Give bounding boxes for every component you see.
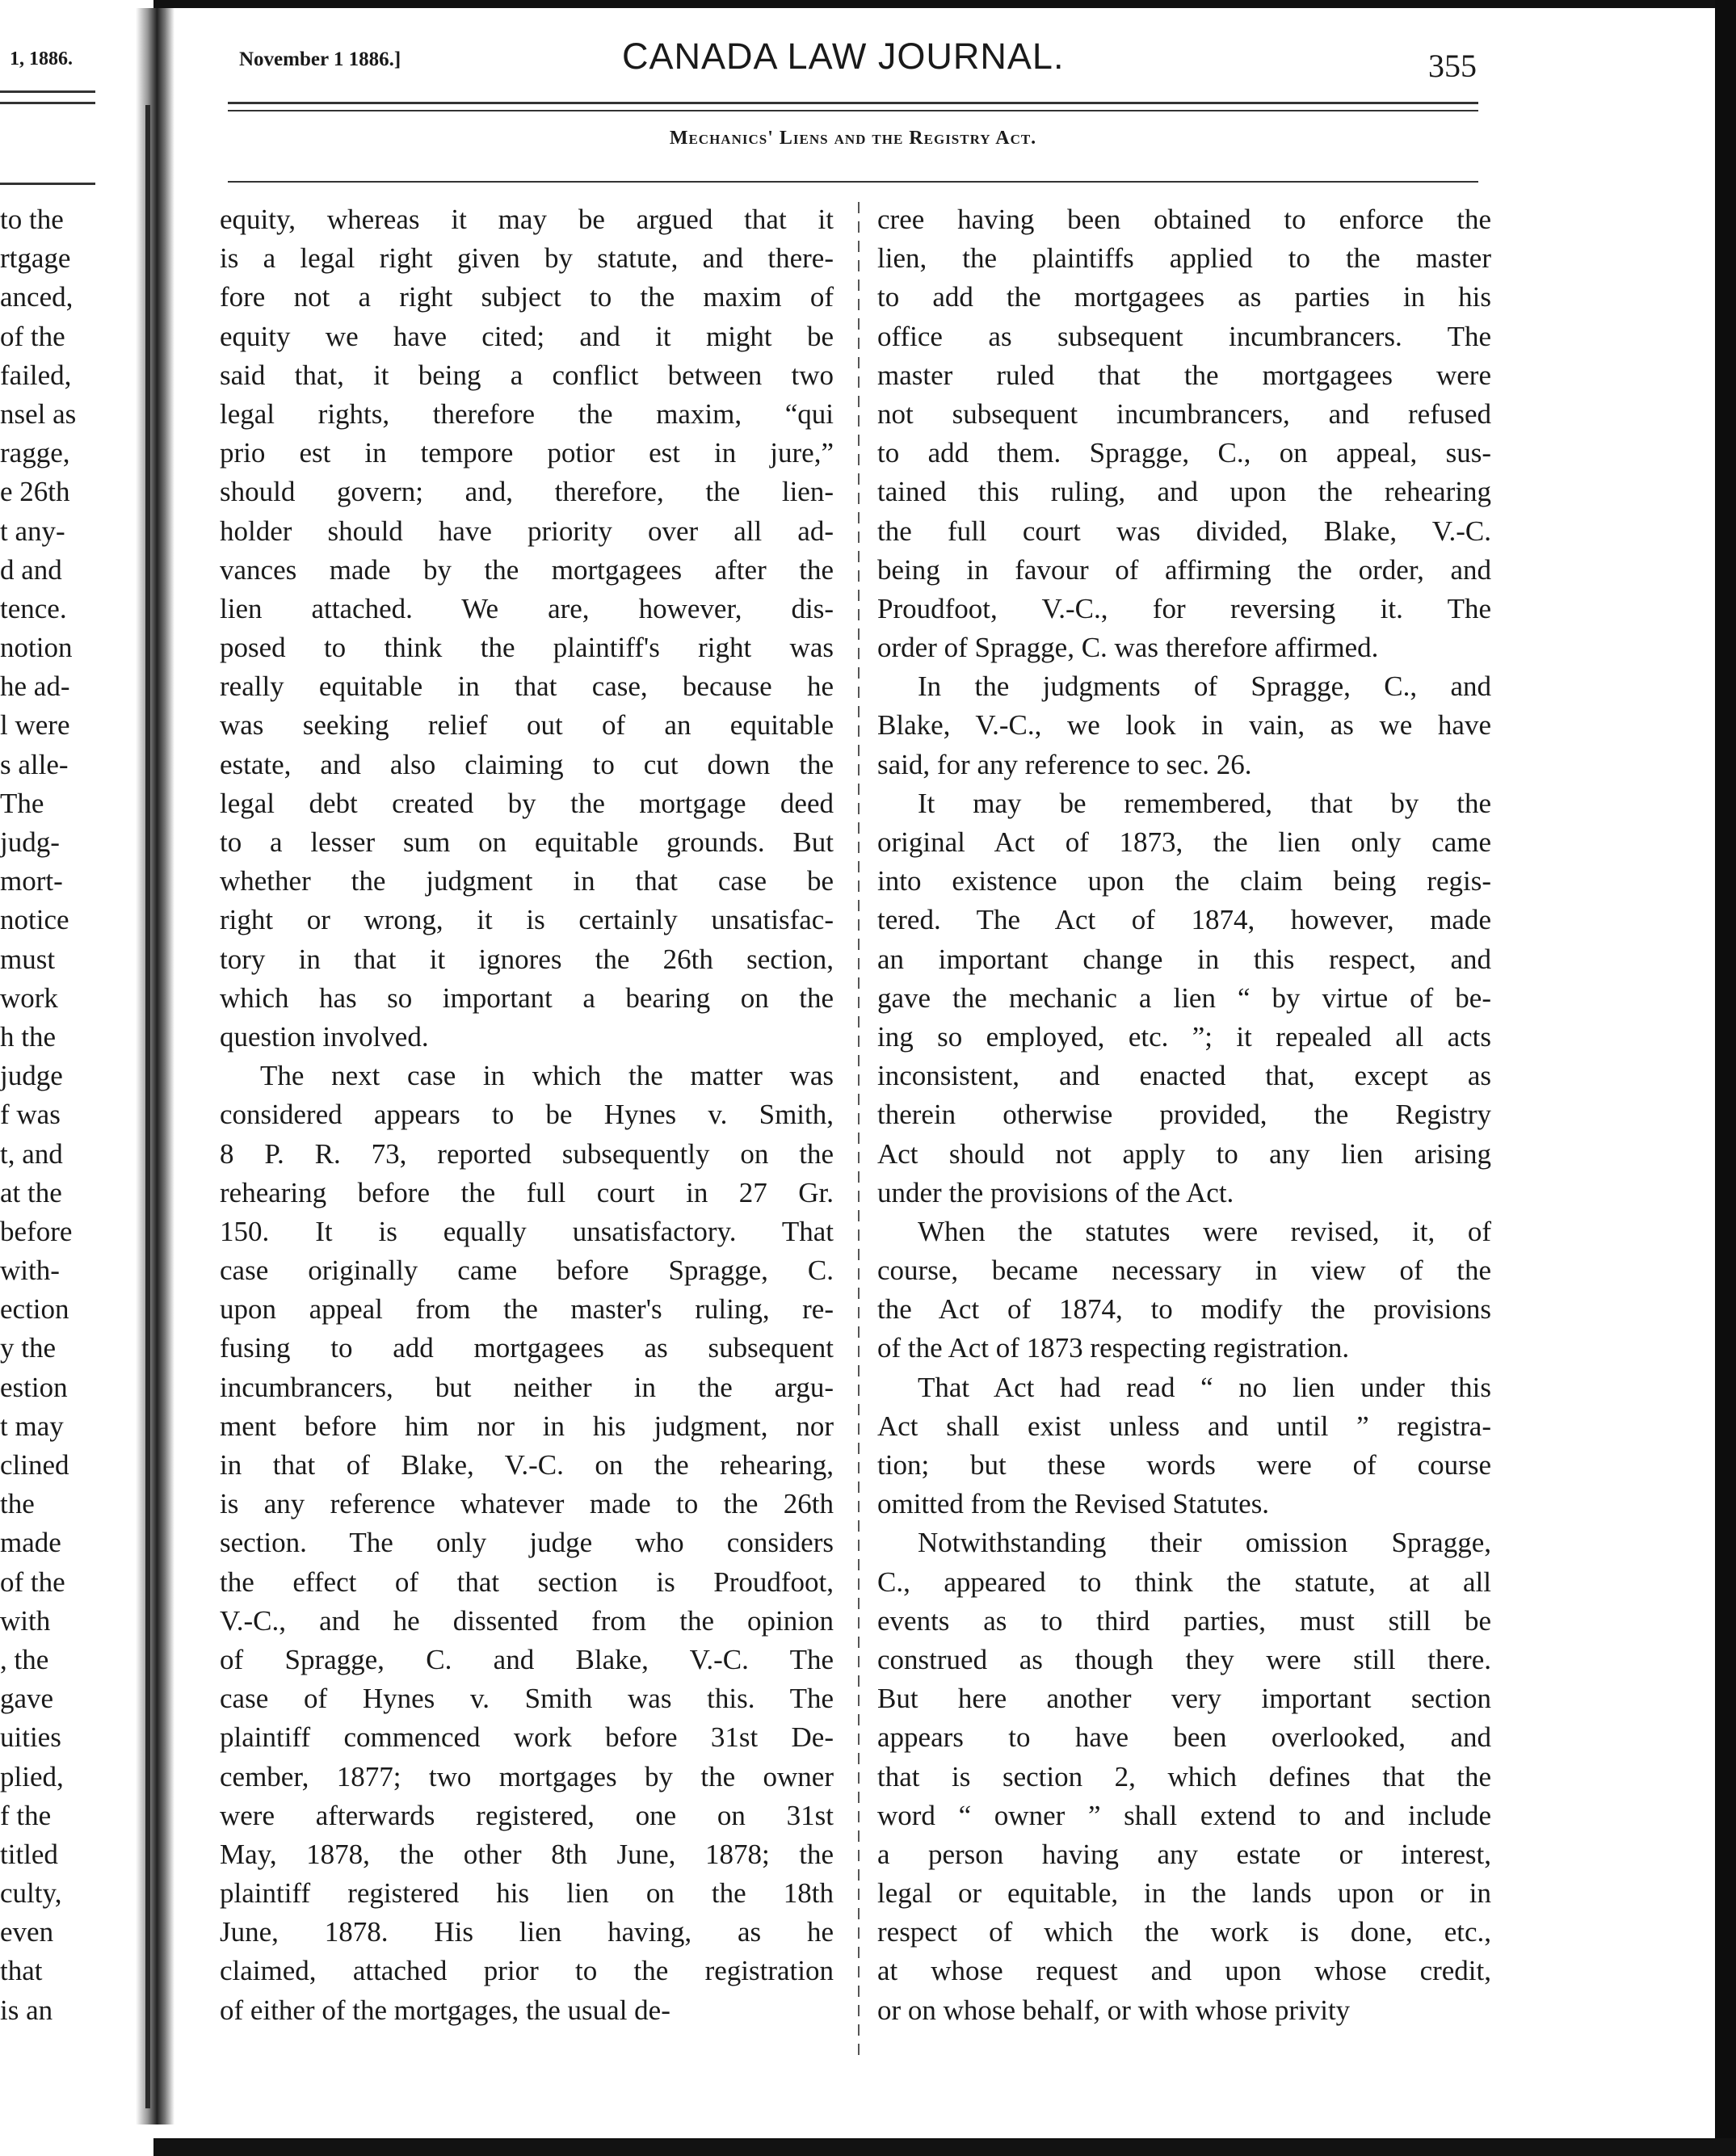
- text-line: Act should not apply to any lien arising: [877, 1137, 1491, 1170]
- fragment-line: t, and: [0, 1137, 63, 1170]
- text-line: cember, 1877; two mortgages by the owner: [220, 1760, 834, 1792]
- text-line: cree having been obtained to enforce the: [877, 204, 1491, 235]
- fragment-line: uities: [0, 1721, 61, 1754]
- text-line: lien attached. We are, however, dis-: [220, 592, 834, 624]
- text-line: Proudfoot, V.-C., for reversing it. The: [877, 592, 1491, 624]
- previous-page-rule: [0, 90, 95, 93]
- text-line: order of Spragge, C. was therefore affirmed.: [877, 632, 1379, 664]
- text-line: said, for any reference to sec. 26.: [877, 748, 1252, 780]
- fragment-line: failed,: [0, 359, 72, 391]
- text-line: Act shall exist unless and until ” registra-: [877, 1410, 1491, 1442]
- fragment-line: judge: [0, 1060, 63, 1092]
- text-line: or on whose behalf, or with whose privity: [877, 1994, 1351, 2026]
- text-line: word “ owner ” shall extend to and include: [877, 1799, 1491, 1831]
- previous-page-folio: 1, 1886.: [10, 48, 73, 69]
- fragment-line: y the: [0, 1332, 57, 1364]
- text-line: the full court was divided, Blake, V.-C.: [877, 515, 1491, 547]
- text-line: Notwithstanding their omission Spragge,: [918, 1527, 1491, 1559]
- fragment-line: before: [0, 1215, 73, 1247]
- text-line: legal or equitable, in the lands upon or in: [877, 1877, 1491, 1910]
- left-text-column: [220, 200, 834, 2030]
- text-line: the effect of that section is Proudfoot,: [220, 1566, 834, 1598]
- text-line: to add them. Spragge, C., on appeal, sus-: [877, 437, 1491, 469]
- fragment-line: gave: [0, 1683, 54, 1715]
- text-line: 150. It is equally unsatisfactory. That: [220, 1215, 834, 1247]
- fragment-line: anced,: [0, 281, 74, 313]
- right-text-column: [877, 200, 1491, 2030]
- fragment-line: made: [0, 1527, 61, 1559]
- scan-border-top: [153, 0, 1736, 8]
- fragment-line: The: [0, 787, 44, 819]
- fragment-line: notice: [0, 904, 69, 936]
- text-line: legal rights, therefore the maxim, “qui: [220, 397, 834, 430]
- text-line: When the statutes were revised, it, of: [918, 1215, 1491, 1247]
- text-line: May, 1878, the other 8th June, 1878; the: [220, 1838, 834, 1870]
- running-head-date: November 1 1886.]: [239, 48, 401, 70]
- header-rule: [228, 102, 1478, 104]
- fragment-line: work: [0, 981, 58, 1014]
- fragment-line: judg-: [0, 826, 60, 858]
- fragment-line: that: [0, 1955, 43, 1987]
- fragment-line: at the: [0, 1176, 62, 1208]
- text-line: should govern; and, therefore, the lien-: [220, 476, 834, 508]
- text-line: which has so important a bearing on the: [220, 981, 834, 1014]
- fragment-line: culty,: [0, 1877, 62, 1910]
- fragment-line: estion: [0, 1371, 68, 1403]
- fragment-line: s alle-: [0, 748, 69, 780]
- fragment-line: f was: [0, 1099, 61, 1131]
- fragment-line: he ad-: [0, 670, 70, 703]
- fragment-line: the: [0, 1488, 35, 1520]
- text-line: claimed, attached prior to the registration: [220, 1955, 834, 1987]
- text-line: prio est in tempore potior est in jure,”: [220, 437, 834, 469]
- text-line: of either of the mortgages, the usual de-: [220, 1994, 670, 2026]
- text-line: ment before him nor in his judgment, nor: [220, 1410, 834, 1442]
- fragment-line: even: [0, 1916, 54, 1948]
- text-line: of Spragge, C. and Blake, V.-C. The: [220, 1643, 834, 1675]
- text-line: V.-C., and he dissented from the opinion: [220, 1604, 834, 1637]
- text-line: tion; but these words were of course: [877, 1449, 1491, 1481]
- text-line: were afterwards registered, one on 31st: [220, 1799, 834, 1831]
- scan-border-right: [1715, 0, 1736, 2156]
- fragment-line: t may: [0, 1410, 64, 1442]
- text-line: That Act had read “ no lien under this: [918, 1371, 1491, 1403]
- text-line: that is section 2, which defines that the: [877, 1760, 1491, 1792]
- fragment-line: ection: [0, 1293, 69, 1326]
- fragment-line: clined: [0, 1449, 69, 1481]
- text-line: plaintiff registered his lien on the 18th: [220, 1877, 834, 1910]
- text-line: master ruled that the mortgagees were: [877, 359, 1491, 391]
- fragment-line: with-: [0, 1255, 60, 1287]
- text-line: tered. The Act of 1874, however, made: [877, 904, 1491, 936]
- text-line: fore not a right subject to the maxim of: [220, 281, 834, 313]
- text-line: tained this ruling, and upon the rehearing: [877, 476, 1491, 508]
- text-line: therein otherwise provided, the Registry: [877, 1099, 1491, 1131]
- text-line: is any reference whatever made to the 26th: [220, 1488, 834, 1520]
- text-line: office as subsequent incumbrancers. The: [877, 320, 1491, 352]
- fragment-line: to the: [0, 204, 64, 235]
- text-line: But here another very important section: [877, 1683, 1491, 1715]
- text-line: It may be remembered, that by the: [918, 787, 1491, 819]
- text-line: appears to have been overlooked, and: [877, 1721, 1491, 1754]
- page-number: 355: [1428, 48, 1477, 84]
- text-line: tory in that it ignores the 26th section,: [220, 943, 834, 975]
- text-line: into existence upon the claim being regis-: [877, 865, 1491, 897]
- text-line: gave the mechanic a lien “ by virtue of be-: [877, 981, 1491, 1014]
- text-line: said that, it being a conflict between two: [220, 359, 834, 391]
- title-rule: [228, 181, 1478, 183]
- binding-gutter-line: [145, 105, 150, 2108]
- text-line: vances made by the mortgagees after the: [220, 553, 834, 586]
- previous-page-text-fragments: [0, 200, 101, 2030]
- text-line: legal debt created by the mortgage deed: [220, 787, 834, 819]
- text-line: under the provisions of the Act.: [877, 1176, 1234, 1208]
- text-line: omitted from the Revised Statutes.: [877, 1488, 1270, 1520]
- fragment-line: titled: [0, 1838, 58, 1870]
- text-line: right or wrong, it is certainly unsatisfac-: [220, 904, 834, 936]
- text-line: lien, the plaintiffs applied to the master: [877, 242, 1491, 275]
- header-rule: [228, 110, 1478, 111]
- text-line: posed to think the plaintiff's right was: [220, 632, 834, 664]
- text-line: considered appears to be Hynes v. Smith,: [220, 1099, 834, 1131]
- text-line: to add the mortgagees as parties in his: [877, 281, 1491, 313]
- text-line: inconsistent, and enacted that, except as: [877, 1060, 1491, 1092]
- text-line: case of Hynes v. Smith was this. The: [220, 1683, 834, 1715]
- text-line: a person having any estate or interest,: [877, 1838, 1491, 1870]
- text-line: being in favour of affirming the order, and: [877, 553, 1491, 586]
- text-line: equity, whereas it may be argued that it: [220, 204, 834, 235]
- text-line: to a lesser sum on equitable grounds. But: [220, 826, 834, 858]
- fragment-line: nsel as: [0, 397, 77, 430]
- text-line: holder should have priority over all ad-: [220, 515, 834, 547]
- fragment-line: mort-: [0, 865, 63, 897]
- text-line: original Act of 1873, the lien only came: [877, 826, 1491, 858]
- text-line: case originally came before Spragge, C.: [220, 1255, 834, 1287]
- text-line: events as to third parties, must still be: [877, 1604, 1491, 1637]
- fragment-line: h the: [0, 1020, 57, 1053]
- text-line: Blake, V.-C., we look in vain, as we have: [877, 709, 1491, 742]
- scan-border-bottom: [153, 2138, 1736, 2156]
- fragment-line: t any-: [0, 515, 65, 547]
- text-line: section. The only judge who considers: [220, 1527, 834, 1559]
- text-line: ing so employed, etc. ”; it repealed all acts: [877, 1020, 1491, 1053]
- fragment-line: must: [0, 943, 56, 975]
- text-line: The next case in which the matter was: [260, 1060, 834, 1092]
- text-line: is a legal right given by statute, and there-: [220, 242, 834, 275]
- text-line: respect of which the work is done, etc.,: [877, 1916, 1491, 1948]
- text-line: fusing to add mortgagees as subsequent: [220, 1332, 834, 1364]
- text-line: upon appeal from the master's ruling, re-: [220, 1293, 834, 1326]
- fragment-line: e 26th: [0, 476, 70, 508]
- fragment-line: is an: [0, 1994, 53, 2026]
- fragment-line: f the: [0, 1799, 52, 1831]
- fragment-line: tence.: [0, 592, 67, 624]
- previous-page-rule: [0, 102, 95, 104]
- fragment-line: notion: [0, 632, 73, 664]
- text-line: incumbrancers, but neither in the argu-: [220, 1371, 834, 1403]
- text-line: construed as though they were still there.: [877, 1643, 1491, 1675]
- fragment-line: rtgage: [0, 242, 71, 275]
- fragment-line: ragge,: [0, 437, 70, 469]
- fragment-line: with: [0, 1604, 51, 1637]
- text-line: in that of Blake, V.-C. on the rehearing,: [220, 1449, 834, 1481]
- journal-title: CANADA LAW JOURNAL.: [622, 36, 1065, 77]
- text-line: at whose request and upon whose credit,: [877, 1955, 1491, 1987]
- fragment-line: l were: [0, 709, 70, 742]
- fragment-line: of the: [0, 1566, 65, 1598]
- text-line: whether the judgment in that case be: [220, 865, 834, 897]
- text-line: estate, and also claiming to cut down the: [220, 748, 834, 780]
- text-line: June, 1878. His lien having, as he: [220, 1916, 834, 1948]
- text-line: In the judgments of Spragge, C., and: [918, 670, 1491, 703]
- text-line: rehearing before the full court in 27 Gr.: [220, 1176, 834, 1208]
- text-line: question involved.: [220, 1020, 429, 1053]
- text-line: plaintiff commenced work before 31st De-: [220, 1721, 834, 1754]
- fragment-line: of the: [0, 320, 65, 352]
- text-line: an important change in this respect, and: [877, 943, 1491, 975]
- text-line: course, became necessary in view of the: [877, 1255, 1491, 1287]
- binding-gutter: [136, 8, 174, 2124]
- text-line: not subsequent incumbrancers, and refused: [877, 397, 1491, 430]
- text-line: of the Act of 1873 respecting registration.: [877, 1332, 1350, 1364]
- text-line: 8 P. R. 73, reported subsequently on the: [220, 1137, 834, 1170]
- text-line: C., appeared to think the statute, at all: [877, 1566, 1491, 1598]
- fragment-line: plied,: [0, 1760, 64, 1792]
- fragment-line: , the: [0, 1643, 49, 1675]
- fragment-line: d and: [0, 553, 62, 586]
- previous-page-rule: [0, 183, 95, 185]
- text-line: the Act of 1874, to modify the provisions: [877, 1293, 1491, 1326]
- text-line: really equitable in that case, because he: [220, 670, 834, 703]
- article-title: Mechanics' Liens and the Registry Act.: [669, 128, 1037, 149]
- column-divider: [858, 202, 860, 2060]
- text-line: was seeking relief out of an equitable: [220, 709, 834, 742]
- text-line: equity we have cited; and it might be: [220, 320, 834, 352]
